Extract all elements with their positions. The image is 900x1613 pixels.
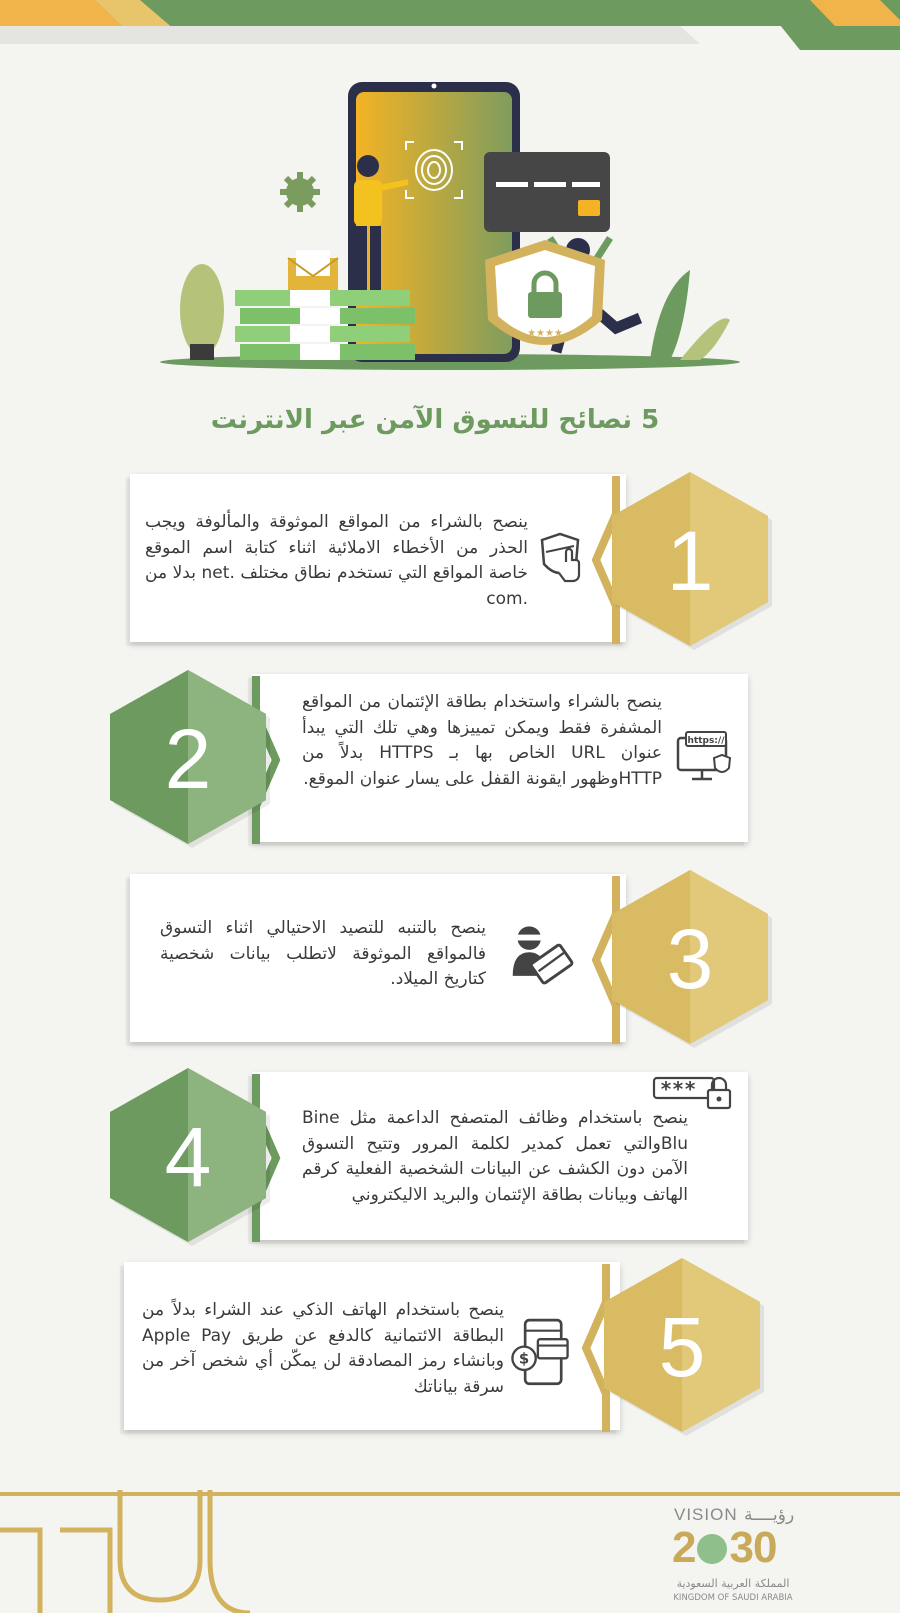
tip-number: 4 xyxy=(164,1109,212,1204)
tip-1-number-badge xyxy=(604,472,776,650)
thief-card-icon xyxy=(508,924,574,990)
envelope-icon xyxy=(288,250,338,290)
gear-icon xyxy=(280,172,320,212)
tip-card-3 xyxy=(130,874,626,1042)
tip-text: ينصح بالتنبه للتصيد الاحتيالي اثناء التسوق فالمواقع الموثوقة لاتطلب بيانات شخصية كتاريخ الميلاد. xyxy=(160,918,486,989)
vision-year-a: 2 xyxy=(672,1523,696,1572)
tip-3-number-badge xyxy=(604,870,776,1048)
tip-4-number-badge xyxy=(102,1068,274,1246)
palm-emblem-icon xyxy=(697,1534,727,1564)
shield-lock-icon xyxy=(485,240,605,345)
tip-card-4 xyxy=(252,1072,748,1240)
tip-text: ينصح بالشراء من المواقع الموثوقة والمألوفة ويجب الحذر من الأخطاء الاملائية اثناء كتابة اسم الموقع خاصة المواقع التي تستخدم نطاق مختلف .net بدلا من .com xyxy=(145,512,528,609)
svg-text:$: $ xyxy=(518,1350,530,1368)
phone-payment-icon xyxy=(510,1318,570,1388)
tip-text: ينصح باستخدام وظائف المتصفح الداعمة مثل Bine Bluوالتي تعمل كمدير لكلمة المرور وتتيح التسوق الآمن دون الكشف عن البيانات الشخصية الفعلية كرقم الهاتف وبيانات بطاقة الإئتمان والبريد الاليكتروني xyxy=(302,1108,688,1205)
credit-card-icon xyxy=(484,152,610,232)
vision-year-b: 30 xyxy=(729,1523,777,1572)
tip-number: 5 xyxy=(658,1299,706,1394)
tip-text: ينصح بالشراء واستخدام بطاقة الإئتمان من المواقع المشفرة فقط ويمكن تمييزها وهي تلك التي يبدأ عنوان URL الخاص بها بـ HTTPS بدلاً من HTTPوظهور ايقونة القفل على يسار عنوان الموقع. xyxy=(302,692,662,789)
tip-card-2 xyxy=(252,674,748,842)
vision-en: VISION xyxy=(674,1505,738,1524)
tip-card-5 xyxy=(124,1262,620,1430)
tip-number: 1 xyxy=(666,513,714,608)
vision-country-ar: المملكة العربية السعودية xyxy=(676,1577,790,1590)
https-monitor-icon xyxy=(676,730,732,786)
password-lock-icon xyxy=(652,1076,734,1112)
tip-number: 3 xyxy=(666,911,714,1006)
vision-2030-logo xyxy=(666,1505,826,1605)
vision-country-en: KINGDOM OF SAUDI ARABIA xyxy=(673,1593,793,1603)
tu-logo xyxy=(0,1490,260,1613)
tip-number: 2 xyxy=(164,711,212,806)
top-decorative-band xyxy=(0,0,900,60)
page-title: 5 نصائح للتسوق الآمن عبر الانترنت xyxy=(210,405,660,435)
tip-2-number-badge xyxy=(102,670,274,848)
svg-text:https://: https:// xyxy=(687,736,725,746)
vision-ar: رؤيــــة xyxy=(744,1505,795,1524)
tip-text: ينصح باستخدام الهاتف الذكي عند الشراء بدلاً من البطاقة الائتمانية كالدفع عن طريق Apple Pay وبانشاء رمز المصادقة لن يمكّن أي شخص آخر من سرقة بياناتك xyxy=(142,1300,505,1397)
tip-5-number-badge xyxy=(596,1258,768,1436)
hero-illustration xyxy=(140,70,760,390)
password-mask: *** xyxy=(660,1077,697,1101)
tip-card-1 xyxy=(130,474,626,642)
svg-text:★★★★: ★★★★ xyxy=(527,328,563,339)
shield-hand-icon xyxy=(536,532,592,588)
